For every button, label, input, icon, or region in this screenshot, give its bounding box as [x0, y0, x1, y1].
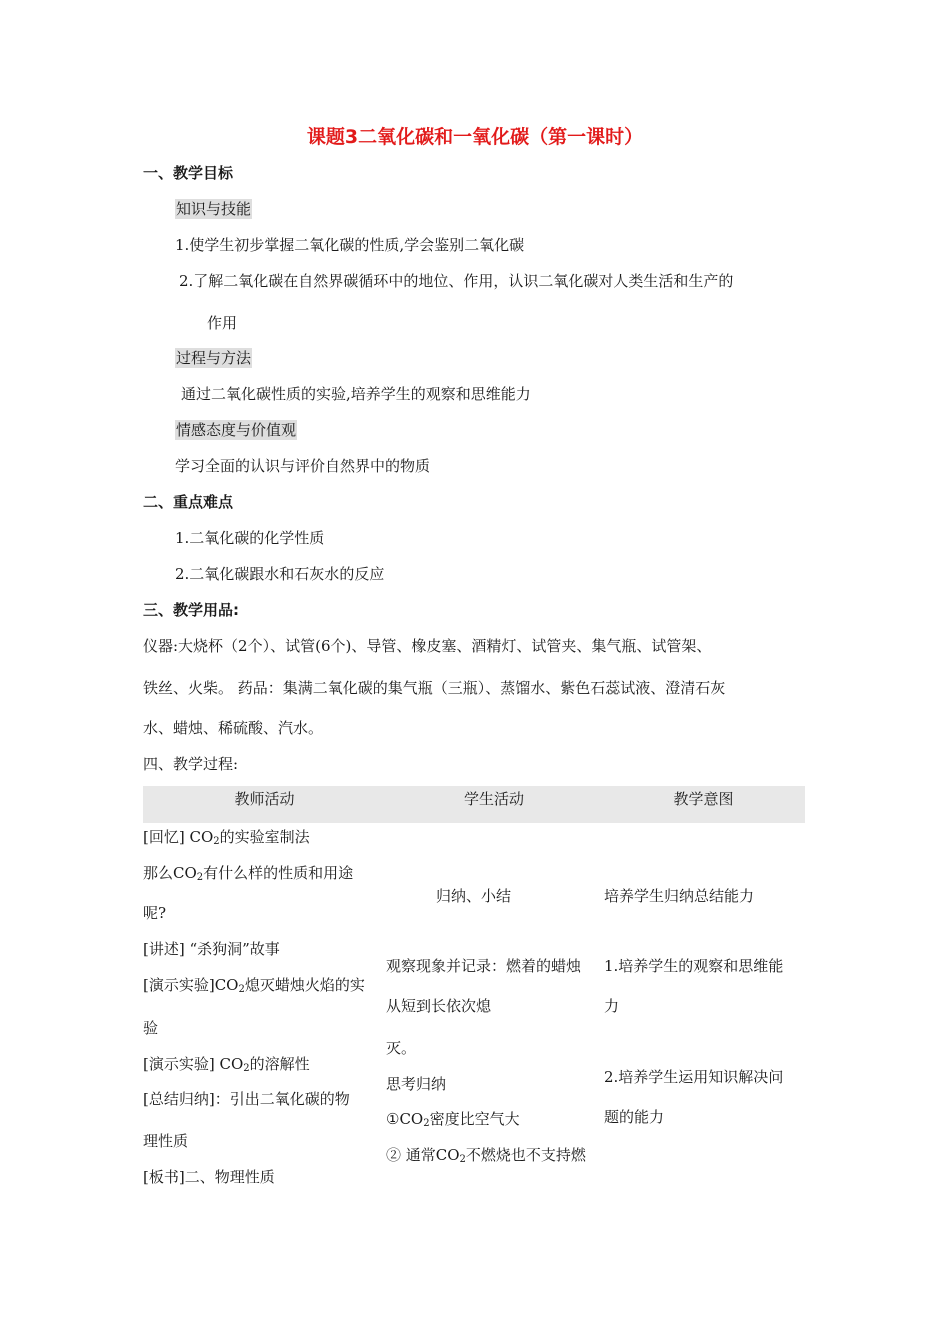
emotion-item: 学习全面的认识与评价自然界中的物质 [175, 457, 431, 475]
subheading-knowledge-label: 知识与技能 [176, 200, 252, 218]
materials-line-3: 水、蜡烛、稀硫酸、汽水。 [143, 719, 324, 737]
table-header-student: 学生活动 [463, 790, 524, 808]
teacher-activity-board: [板书]二、物理性质 [143, 1168, 275, 1186]
student-activity-observe: 观察现象并记录：燃着的蜡烛 [386, 957, 582, 975]
subheading-knowledge [175, 200, 252, 218]
student-activity-density: $①CO_2$密度比空气大 [386, 1110, 520, 1129]
intent-apply: 2.培养学生运用知识解决问 [604, 1068, 784, 1086]
teacher-activity-summary: [总结归纳]：引出二氧化碳的物 [143, 1090, 350, 1108]
table-header-intent: 教学意图 [673, 790, 734, 808]
teacher-activity-demo-solubility: [演示实验] $CO_2$的溶解性 [143, 1055, 310, 1074]
table-header-teacher: 教师活动 [234, 790, 295, 808]
teacher-activity-story: [讲述] “杀狗洞”故事 [143, 940, 280, 958]
materials-line-1: 仪器:大烧杯（2个）、试管(6个)、导管、橡皮塞、酒精灯、试管夹、集气瓶、试管架、 [143, 637, 712, 655]
subheading-emotion [175, 421, 297, 439]
objective-item-2: 2.了解二氧化碳在自然界碳循环中的地位、作用，认识二氧化碳对人类生活和生产的 [179, 272, 734, 290]
section-heading-materials: 三、教学用品: [143, 601, 239, 619]
student-activity-think: 思考归纳 [386, 1075, 447, 1093]
key-point-1: 1.二氧化碳的化学性质 [175, 529, 325, 547]
subheading-process-label: 过程与方法 [176, 349, 252, 367]
teacher-activity-demo-candle-continued: 验 [143, 1019, 159, 1037]
table-header [143, 786, 805, 823]
process-item: 通过二氧化碳性质的实验,培养学生的观察和思维能力 [181, 385, 531, 403]
intent-observe: 1.培养学生的观察和思维能 [604, 957, 784, 975]
student-activity-combustion: ② 通常$CO_2$不燃烧也不支持燃 [386, 1146, 586, 1165]
student-activity-observe-end: 灭。 [386, 1039, 417, 1057]
teacher-activity-summary-continued: 理性质 [143, 1132, 189, 1150]
teacher-activity-question-continued: 呢? [143, 904, 167, 922]
intent-summarize: 培养学生归纳总结能力 [604, 887, 755, 905]
student-activity-summarize: 归纳、小结 [436, 887, 512, 905]
materials-line-2: 铁丝、火柴。 药品：集满二氧化碳的集气瓶（三瓶）、蒸馏水、紫色石蕊试液、澄清石灰 [143, 679, 726, 697]
teacher-activity-demo-candle: [演示实验]$CO_2$熄灭蜡烛火焰的实 [143, 976, 365, 995]
objective-item-2-continued: 作用 [207, 314, 238, 332]
intent-apply-continued: 题的能力 [604, 1108, 665, 1126]
objective-item-1: 1.使学生初步掌握二氧化碳的性质,学会鉴别二氧化碳 [175, 236, 525, 254]
section-heading-key-points: 二、重点难点 [143, 493, 234, 511]
teacher-activity-recall: [回忆] $CO_2$的实验室制法 [143, 828, 310, 847]
subheading-emotion-label: 情感态度与价值观 [176, 421, 297, 439]
intent-observe-continued: 力 [604, 997, 620, 1015]
student-activity-observe-continued: 从短到长依次熄 [386, 997, 492, 1015]
teacher-activity-question: 那么$CO_2$有什么样的性质和用途 [143, 864, 354, 883]
key-point-2: 2.二氧化碳跟水和石灰水的反应 [175, 565, 385, 583]
subheading-process [175, 349, 252, 367]
section-heading-objectives: 一、教学目标 [143, 164, 234, 182]
page-title: 课题3二氧化碳和一氧化碳（第一课时） [306, 126, 644, 148]
section-heading-process: 四、教学过程: [143, 755, 239, 773]
